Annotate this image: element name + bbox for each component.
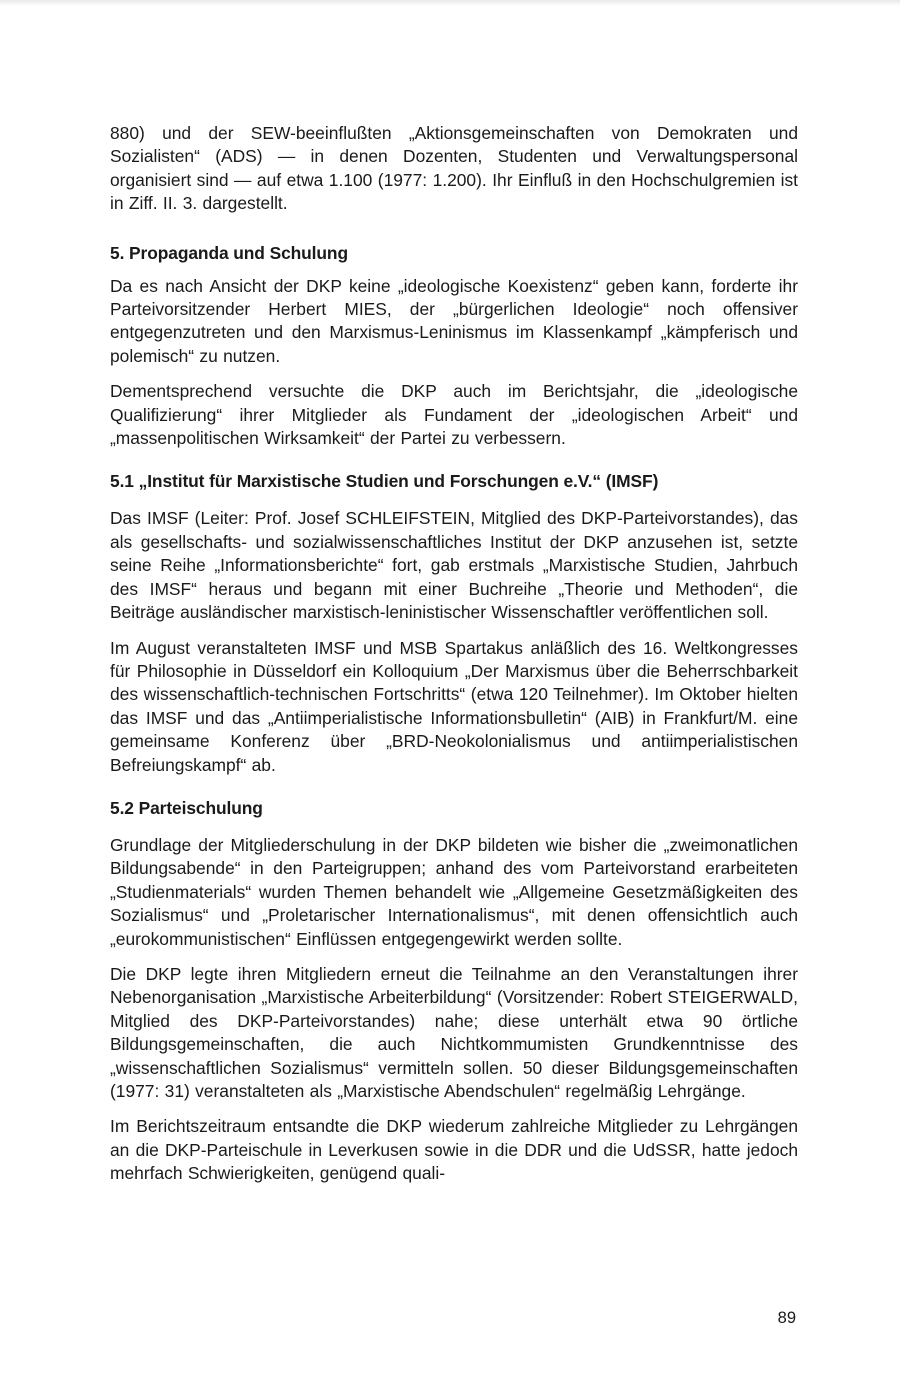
section-heading-5: 5. Propaganda und Schulung bbox=[110, 242, 348, 263]
document-page bbox=[110, 122, 798, 1198]
paragraph-intro: 880) und der SEW-beeinflußten „Aktionsgemeinschaften von Demokraten und Sozialisten“ (ADS) — in denen Dozenten, Studenten und Verwaltungspersonal organisiert sind — auf etwa 1.100 (1977: 1.200). Ihr Einfluß in den Hochschulgremien ist in Ziff. II. 3. dargestellt. bbox=[110, 123, 798, 214]
paragraph-5-2-2: Die DKP legte ihren Mitgliedern erneut die Teilnahme an den Veranstaltungen ihrer Nebenorganisation „Marxistische Arbeiterbildung“ (Vorsitzender: Robert STEIGERWALD, Mitglied des DKP-Parteivorstandes) nahe; diese unterhält etwa 90 örtliche Bildungsgemeinschaften, die auch Nichtkommumisten Grundkenntnisse des „wissenschaftlichen Sozialismus“ vermitteln sollen. 50 dieser Bildungsgemeinschaften (1977: 31) veranstalteten als „Marxistische Abendschulen“ regelmäßig Lehrgänge. bbox=[110, 963, 798, 1101]
paragraph-5-2-1: Grundlage der Mitgliederschulung in der DKP bildeten wie bisher die „zweimonatlichen Bildungsabende“ in den Parteigruppen; anhand des vom Parteivorstand erarbeiteten „Studienmaterials“ wurden Themen behandelt wie „Allgemeine Gesetzmäßigkeiten des Sozialismus“ und „Proletarischer Internationalismus“, mit denen offensichtlich auch „eurokommunistischen“ Einflüssen entgegengewirkt werden sollte. bbox=[110, 834, 798, 949]
page-number: 89 bbox=[777, 1309, 796, 1327]
paragraph-5-2-3: Im Berichtszeitraum entsandte die DKP wiederum zahlreiche Mitglieder zu Lehrgängen an die DKP-Parteischule in Leverkusen sowie in die DDR und die UdSSR, hatte jedoch mehrfach Schwierigkeiten, genügend quali- bbox=[110, 1116, 798, 1184]
paragraph-5-1-2: Im August veranstalteten IMSF und MSB Spartakus anläßlich des 16. Weltkongresses für Philosophie in Düsseldorf ein Kolloquium „Der Marxismus über die Beherrschbarkeit des wissenschaftlich-technischen Fortschritts“ (etwa 120 Teilnehmer). Im Oktober hielten das IMSF und das „Antiimperialistische Informationsbulletin“ (AIB) in Frankfurt/M. eine gemeinsame Konferenz über „BRD-Neokolonialismus und antiimperialistischen Befreiungskampf“ ab. bbox=[110, 637, 798, 775]
paragraph-5-1-1: Das IMSF (Leiter: Prof. Josef SCHLEIFSTEIN, Mitglied des DKP-Parteivorstandes), das als gesellschafts- und sozialwissenschaftliches Institut der DKP anzusehen ist, setzte seine Reihe „Informationsberichte“ fort, gab erstmals „Marxistische Studien, Jahrbuch des IMSF“ heraus und begann mit einer Buchreihe „Theorie und Methoden“, die Beiträge ausländischer marxistisch-leninistischer Wissenschaftler veröffentlichen soll. bbox=[110, 508, 798, 623]
section-heading-5-1: 5.1 „Institut für Marxistische Studien und Forschungen e.V.“ (IMSF) bbox=[110, 471, 659, 492]
paragraph-5-2: Dementsprechend versuchte die DKP auch im Berichtsjahr, die „ideologische Qualifizierung“ ihrer Mitglieder als Fundament der „ideologischen Arbeit“ und „massenpolitischen Wirksamkeit“ der Partei zu verbessern. bbox=[110, 381, 798, 449]
paragraph-5-1: Da es nach Ansicht der DKP keine „ideologische Koexistenz“ geben kann, forderte ihr Parteivorsitzender Herbert MIES, der „bürgerlichen Ideologie“ noch offensiver entgegenzutreten und den Marxismus-Leninismus im Klassenkampf „kämpferisch und polemisch“ zu nutzen. bbox=[110, 275, 798, 366]
section-heading-5-2: 5.2 Parteischulung bbox=[110, 797, 263, 818]
scan-top-edge bbox=[0, 0, 900, 6]
